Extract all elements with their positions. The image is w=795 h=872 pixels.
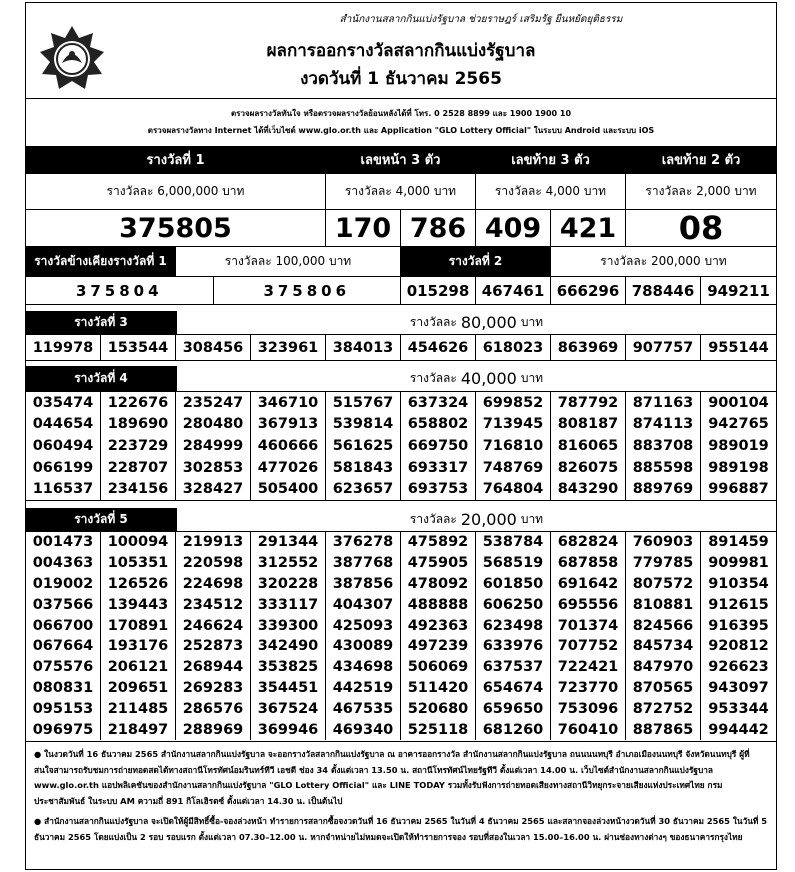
prize5-number: 920812 — [708, 638, 769, 655]
prize5-number: 601850 — [476, 574, 551, 595]
prize5-number: 478092 — [401, 574, 476, 595]
top-prize-header-row — [26, 146, 776, 174]
back3-number: 409 — [476, 210, 551, 247]
back2-label: เลขท้าย 2 ตัว — [626, 146, 776, 174]
header — [26, 3, 776, 99]
prize5-amount-value: 20,000 — [460, 510, 517, 529]
prize5-number: 926623 — [708, 659, 769, 676]
org-motto: สำนักงานสลากกินแบ่งรัฐบาล ช่วยราษฎร์ เสริมรัฐ ยืนหยัดยุติธรรม — [339, 14, 623, 25]
prize3-amount-suffix: บาท — [520, 315, 544, 329]
prize5-number: 369946 — [251, 719, 326, 740]
prize5-number: 100094 — [101, 532, 176, 553]
prize5-number: 367524 — [251, 698, 326, 719]
prize4-number: 228707 — [101, 457, 176, 479]
prize5-number: 354451 — [251, 678, 326, 699]
prize5-number: 525118 — [401, 719, 476, 740]
lottery-result-sheet — [25, 2, 777, 870]
prize5-number: 891459 — [708, 534, 769, 551]
prize5-number: 475892 — [401, 532, 476, 553]
prize3-number: 153544 — [101, 335, 176, 360]
draw-date: งวดวันที่ 1 ธันวาคม 2565 — [300, 69, 502, 89]
prize4-number: 460666 — [251, 435, 326, 457]
prize5-number: 434698 — [326, 657, 401, 678]
prize4-number: 116537 — [26, 478, 101, 500]
prize5-number: 681260 — [476, 719, 551, 740]
prize3-number: 907757 — [626, 335, 701, 360]
prize4-number: 889769 — [626, 478, 701, 500]
first-prize-label: รางวัลที่ 1 — [26, 146, 326, 174]
prize5-number: 701374 — [551, 615, 626, 636]
prize5-number: 209651 — [101, 678, 176, 699]
prize5-number: 004363 — [26, 553, 101, 574]
prize4-number: 764804 — [476, 478, 551, 500]
prize2-number: 788446 — [626, 277, 701, 305]
prize5-number: 075576 — [26, 657, 101, 678]
prize5-number: 220598 — [176, 553, 251, 574]
prize2-label: รางวัลที่ 2 — [401, 247, 551, 277]
prize3-number: 384013 — [326, 335, 401, 360]
prize5-number: 252873 — [176, 636, 251, 657]
prize5-number: 994442 — [708, 721, 769, 738]
prize4-number: 539814 — [326, 414, 401, 436]
prize4-number: 871163 — [626, 392, 701, 414]
prize5-amount — [176, 508, 776, 531]
prize5-number: 488888 — [401, 594, 476, 615]
prize2-number: 015298 — [401, 277, 476, 305]
prize4-number: 748769 — [476, 457, 551, 479]
prize4-number: 716810 — [476, 435, 551, 457]
prize4-amount — [176, 366, 776, 391]
front3-amount: รางวัลละ 4,000 บาท — [326, 174, 476, 210]
near-prize2-number-row — [26, 277, 776, 305]
prize5-number: 001473 — [26, 532, 101, 553]
prize4-number: 989198 — [708, 459, 769, 476]
near-prize-number: 375804 — [26, 277, 214, 305]
prize5-number: 659650 — [476, 698, 551, 719]
prize5-number: 096975 — [26, 719, 101, 740]
prize4-amount-value: 40,000 — [460, 369, 517, 388]
prize4-number: 122676 — [101, 392, 176, 414]
prize4-number: 189690 — [101, 414, 176, 436]
prize5-number: 193176 — [101, 636, 176, 657]
prize4-number: 581843 — [326, 457, 401, 479]
prize5-number: 126526 — [101, 574, 176, 595]
prize4-number: 223729 — [101, 435, 176, 457]
prize4-number: 346710 — [251, 392, 326, 414]
prize4-number: 883708 — [626, 435, 701, 457]
prize4-number: 505400 — [251, 478, 326, 500]
prize5-number: 475905 — [401, 553, 476, 574]
prize4-number: 367913 — [251, 414, 326, 436]
prize4-number: 942765 — [708, 416, 769, 433]
prize4-number: 561625 — [326, 435, 401, 457]
prize4-number: 623657 — [326, 478, 401, 500]
prize5-number: 268944 — [176, 657, 251, 678]
prize5-number: 291344 — [251, 532, 326, 553]
prize5-number: 606250 — [476, 594, 551, 615]
prize5-number: 722421 — [551, 657, 626, 678]
prize4-number: 874113 — [626, 414, 701, 436]
prize5-number: 633976 — [476, 636, 551, 657]
prize5-number: 224698 — [176, 574, 251, 595]
prize3-label: รางวัลที่ 3 — [26, 311, 176, 334]
prize2-number: 949211 — [701, 277, 776, 305]
near-prize-amount: รางวัลละ 100,000 บาท — [176, 247, 401, 277]
prize5-number: 912615 — [708, 596, 769, 613]
prize5-number: 342490 — [251, 636, 326, 657]
prize5-number: 218497 — [101, 719, 176, 740]
prize5-number: 654674 — [476, 678, 551, 699]
prize5-number: 687858 — [551, 553, 626, 574]
prize5-number: 492363 — [401, 615, 476, 636]
prize3-number: 618023 — [476, 335, 551, 360]
prize5-number: 404307 — [326, 594, 401, 615]
prize2-number: 467461 — [476, 277, 551, 305]
prize5-number: 339300 — [251, 615, 326, 636]
check-phone-line: ตรวจผลรางวัลทันใจ หรือตรวจผลรางวัลย้อนหลังได้ที่ โทร. 0 2528 8899 และ 1900 1900 10 — [230, 109, 572, 118]
prize5-amount-suffix: บาท — [520, 512, 544, 526]
near-prize-label: รางวัลข้างเคียงรางวัลที่ 1 — [26, 247, 176, 277]
prize5-number: 824566 — [626, 615, 701, 636]
prize5-number: 269283 — [176, 678, 251, 699]
prize4-number: 328427 — [176, 478, 251, 500]
prize5-number: 723770 — [551, 678, 626, 699]
prize5-number: 139443 — [101, 594, 176, 615]
prize4-number: 234156 — [101, 478, 176, 500]
prize4-number: 477026 — [251, 457, 326, 479]
prize4-number: 693753 — [401, 478, 476, 500]
back3-amount: รางวัลละ 4,000 บาท — [476, 174, 626, 210]
prize2-number: 666296 — [551, 277, 626, 305]
prize5-number: 312552 — [251, 553, 326, 574]
prize4-number: 885598 — [626, 457, 701, 479]
prize5-number: 442519 — [326, 678, 401, 699]
notes — [26, 741, 776, 850]
top-prize-number-row — [26, 210, 776, 247]
prize3-amount — [176, 311, 776, 334]
prize4-number-grid — [26, 392, 776, 501]
prize4-number: 280480 — [176, 414, 251, 436]
back2-amount: รางวัลละ 2,000 บาท — [626, 174, 776, 210]
prize5-number: 080831 — [26, 678, 101, 699]
prize5-amount-prefix: รางวัลละ — [409, 512, 457, 526]
page-title: ผลการออกรางวัลสลากกินแบ่งรัฐบาล — [266, 41, 536, 61]
prize5-number: 170891 — [101, 615, 176, 636]
prize5-number: 916395 — [708, 617, 769, 634]
prize5-number: 682824 — [551, 532, 626, 553]
prize4-number: 843290 — [551, 478, 626, 500]
prize5-label: รางวัลที่ 5 — [26, 508, 176, 531]
prize5-number: 910354 — [708, 575, 769, 592]
check-info — [26, 99, 776, 145]
prize3-header — [26, 311, 776, 335]
prize5-number: 847970 — [626, 657, 701, 678]
prize3-number: 323961 — [251, 335, 326, 360]
prize4-label: รางวัลที่ 4 — [26, 366, 176, 391]
prize5-number: 707752 — [551, 636, 626, 657]
prize4-header — [26, 366, 776, 392]
prize4-number: 658802 — [401, 414, 476, 436]
prize5-number: 845734 — [626, 636, 701, 657]
prize3-amount-value: 80,000 — [460, 313, 517, 332]
prize5-number: 568519 — [476, 553, 551, 574]
prize5-number: 353825 — [251, 657, 326, 678]
prize5-number: 695556 — [551, 594, 626, 615]
prize4-number: 826075 — [551, 457, 626, 479]
prize5-number: 286576 — [176, 698, 251, 719]
prize5-number: 467535 — [326, 698, 401, 719]
prize3-number: 454626 — [401, 335, 476, 360]
note-broadcast: ● ในงวดวันที่ 16 ธันวาคม 2565 สำนักงานสลากกินแบ่งรัฐบาล จะออกรางวัลสลากกินแบ่งรัฐบาล ณ อาคารออกรางวัล สำนักงานสลากกินแบ่งรัฐบาล ถนนนนทบุรี อำเภอเมืองนนทบุรี จังหวัดนนทบุรี ผู้ที่สนใจสามารถรับชมการถ่ายทอดสดได้ทางสถานีโทรทัศน์อมรินทร์ทีวี เอชดี ช่อง 34 ตั้งแต่เวลา 13.50 น. สถานีโทรทัศน์ไทยรัฐทีวี ตั้งแต่เวลา 14.00 น. เว็บไซต์สำนักงานสลากกินแบ่งรัฐบาล www.glo.or.th แอปพลิเคชันของสำนักงานสลากกินแบ่งรัฐบาล "GLO Lottery Official" และ LINE TODAY รวมทั้งรับฟังการถ่ายทอดเสียงทางสถานีวิทยุกระจายเสียงแห่งประเทศไทย กรมประชาสัมพันธ์ ในระบบ AM ความถี่ 891 กิโลเฮิรตซ์ ตั้งแต่เวลา 14.30 น. เป็นต้นไป — [34, 749, 750, 806]
prize5-number: 095153 — [26, 698, 101, 719]
prize4-number: 996887 — [708, 481, 769, 498]
prize5-number: 387856 — [326, 574, 401, 595]
prize5-number: 288969 — [176, 719, 251, 740]
prize5-number: 887865 — [626, 719, 701, 740]
near-prize2-header-row — [26, 247, 776, 277]
prize4-number: 808187 — [551, 414, 626, 436]
prize3-number: 863969 — [551, 335, 626, 360]
prize5-number: 469340 — [326, 719, 401, 740]
prize4-number: 900104 — [708, 394, 769, 411]
prize5-number: 943097 — [708, 679, 769, 696]
prize5-number-grid — [26, 532, 776, 740]
prize5-number: 807572 — [626, 574, 701, 595]
prize5-number: 387768 — [326, 553, 401, 574]
prize5-number: 753096 — [551, 698, 626, 719]
prize4-number: 035474 — [26, 392, 101, 414]
front3-number: 170 — [326, 210, 401, 247]
prize5-number: 037566 — [26, 594, 101, 615]
prize3-number: 119978 — [26, 335, 101, 360]
prize3-number-grid — [26, 335, 776, 361]
prize5-number: 211485 — [101, 698, 176, 719]
prize4-number: 699852 — [476, 392, 551, 414]
first-prize-number: 375805 — [26, 210, 326, 247]
prize5-number: 219913 — [176, 532, 251, 553]
prize5-number: 019002 — [26, 574, 101, 595]
note-preorder: ● สำนักงานสลากกินแบ่งรัฐบาล จะเปิดให้ผู้มีสิทธิ์ซื้อ-จองล่วงหน้า ทำรายการสลากซื้อจงวดวันที่ 16 ธันวาคม 2565 ในวันที่ 4 ธันวาคม 2565 และสลากจองล่วงหน้างวดวันที่ 30 ธันวาคม 2565 ในวันที่ 5 ธันวาคม 2565 โดยแบ่งเป็น 2 รอบ รอบแรก ตั้งแต่เวลา 07.30–12.00 น. หากจำหน่ายไม่หมดจะเปิดให้ทำรายการจอง รอบที่สองในเวลา 15.00–16.00 น. ผ่านช่องทางต่างๆ ของธนาคารกรุงไทย — [34, 816, 768, 842]
prize5-number: 511420 — [401, 678, 476, 699]
prize5-number: 872752 — [626, 698, 701, 719]
prize5-number: 870565 — [626, 678, 701, 699]
prize5-number: 430089 — [326, 636, 401, 657]
back2-number: 08 — [626, 210, 776, 247]
check-internet-line: ตรวจผลรางวัลทาง Internet ได้ที่เว็บไซต์ www.glo.or.th และ Application "GLO Lottery Official" ในระบบ Android และระบบ iOS — [147, 126, 655, 135]
prize5-number: 637537 — [476, 657, 551, 678]
prize4-number: 302853 — [176, 457, 251, 479]
back3-label: เลขท้าย 3 ตัว — [476, 146, 626, 174]
prize5-number: 623498 — [476, 615, 551, 636]
prize3-number: 308456 — [176, 335, 251, 360]
prize4-number: 515767 — [326, 392, 401, 414]
top-prize-amount-row — [26, 174, 776, 210]
prize4-number: 713945 — [476, 414, 551, 436]
prize5-number: 760410 — [551, 719, 626, 740]
prize5-number: 320228 — [251, 574, 326, 595]
prize5-number: 105351 — [101, 553, 176, 574]
prize3-number: 955144 — [708, 339, 769, 356]
prize4-number: 989019 — [708, 437, 769, 454]
prize4-number: 066199 — [26, 457, 101, 479]
prize5-number: 538784 — [476, 532, 551, 553]
prize4-number: 669750 — [401, 435, 476, 457]
back3-number: 421 — [551, 210, 626, 247]
prize5-number: 246624 — [176, 615, 251, 636]
prize4-number: 284999 — [176, 435, 251, 457]
prize5-number: 953344 — [708, 700, 769, 717]
prize5-number: 497239 — [401, 636, 476, 657]
prize5-number: 520680 — [401, 698, 476, 719]
prize5-number: 376278 — [326, 532, 401, 553]
prize5-number: 779785 — [626, 553, 701, 574]
prize5-number: 067664 — [26, 636, 101, 657]
prize5-number: 760903 — [626, 532, 701, 553]
prize3-amount-prefix: รางวัลละ — [409, 315, 457, 329]
prize4-number: 044654 — [26, 414, 101, 436]
prize4-number: 060494 — [26, 435, 101, 457]
prize5-number: 425093 — [326, 615, 401, 636]
prize5-number: 234512 — [176, 594, 251, 615]
front3-number: 786 — [401, 210, 476, 247]
prize5-number: 506069 — [401, 657, 476, 678]
prize4-amount-suffix: บาท — [520, 371, 544, 385]
prize5-header — [26, 508, 776, 532]
prize5-number: 691642 — [551, 574, 626, 595]
front3-label: เลขหน้า 3 ตัว — [326, 146, 476, 174]
prize4-number: 637324 — [401, 392, 476, 414]
prize5-number: 206121 — [101, 657, 176, 678]
prize4-number: 787792 — [551, 392, 626, 414]
prize2-amount: รางวัลละ 200,000 บาท — [551, 247, 776, 277]
first-prize-amount: รางวัลละ 6,000,000 บาท — [26, 174, 326, 210]
prize5-number: 909981 — [708, 555, 769, 572]
prize4-number: 693317 — [401, 457, 476, 479]
prize5-number: 333117 — [251, 594, 326, 615]
prize5-number: 810881 — [626, 594, 701, 615]
prize4-number: 816065 — [551, 435, 626, 457]
prize5-number: 066700 — [26, 615, 101, 636]
prize4-amount-prefix: รางวัลละ — [409, 371, 457, 385]
near-prize-number: 375806 — [214, 277, 402, 305]
prize4-number: 235247 — [176, 392, 251, 414]
